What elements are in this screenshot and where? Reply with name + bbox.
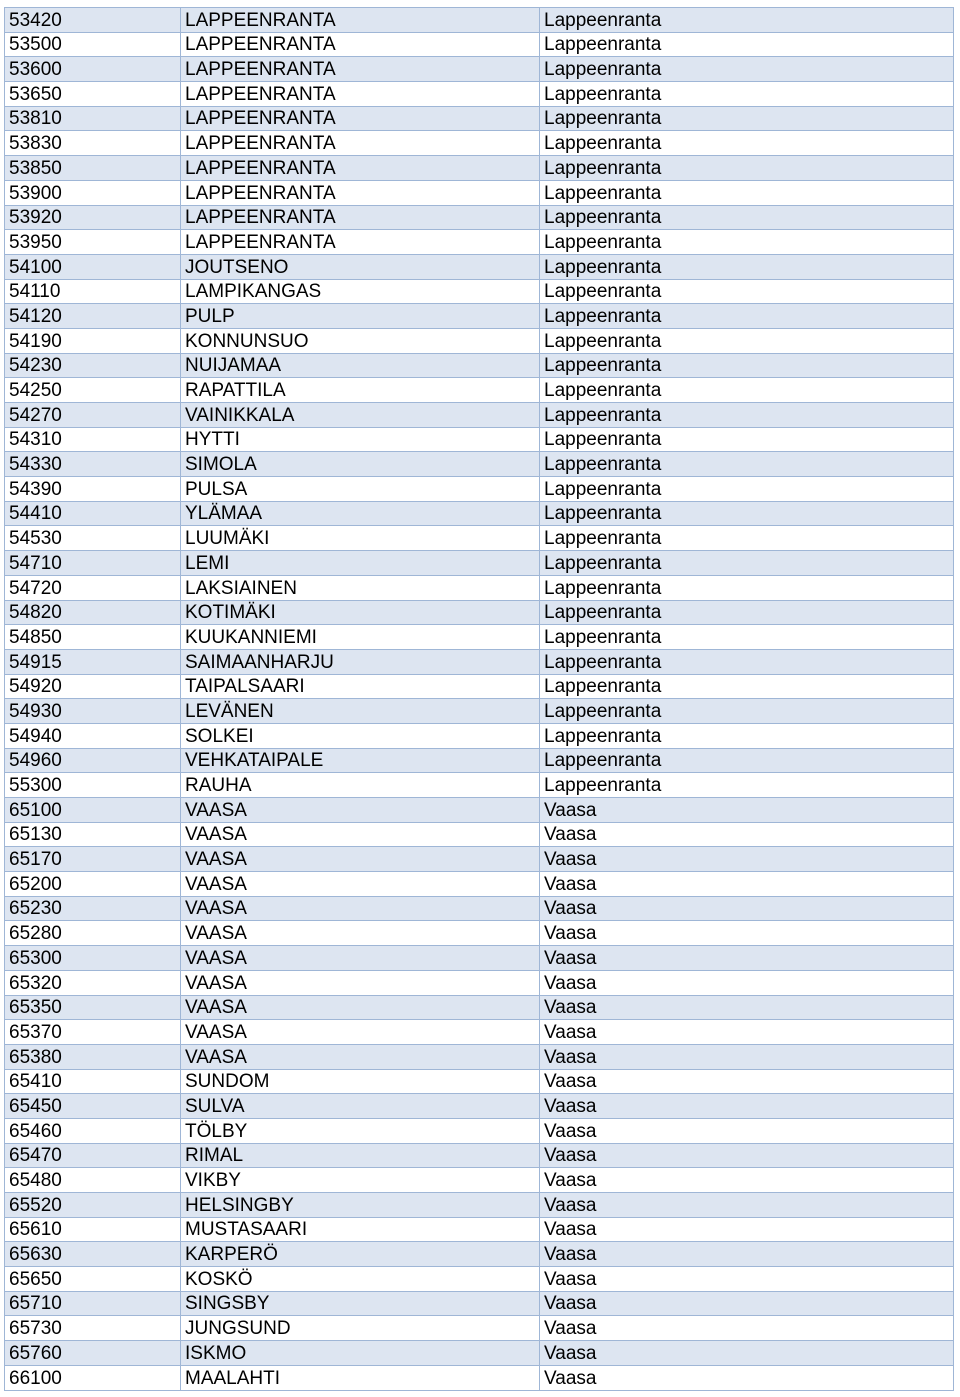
place-name-cell: LAKSIAINEN	[181, 575, 540, 600]
place-name-cell: TÖLBY	[181, 1118, 540, 1143]
table-row	[5, 723, 954, 748]
place-name-cell: LAPPEENRANTA	[181, 230, 540, 255]
postal-code-cell: 53420	[5, 8, 181, 33]
region-cell: Lappeenranta	[540, 8, 954, 33]
region-cell: Lappeenranta	[540, 57, 954, 82]
table-row	[5, 230, 954, 255]
place-name-cell: VAINIKKALA	[181, 403, 540, 428]
region-cell: Lappeenranta	[540, 32, 954, 57]
region-cell: Vaasa	[540, 1365, 954, 1390]
table-row	[5, 427, 954, 452]
table-row	[5, 304, 954, 329]
table-row	[5, 1341, 954, 1366]
region-cell: Vaasa	[540, 798, 954, 823]
postal-code-cell: 53830	[5, 131, 181, 156]
postal-code-cell: 54230	[5, 353, 181, 378]
place-name-cell: VAASA	[181, 872, 540, 897]
postal-code-cell: 65710	[5, 1291, 181, 1316]
region-cell: Lappeenranta	[540, 501, 954, 526]
region-cell: Lappeenranta	[540, 526, 954, 551]
postal-code-cell: 65520	[5, 1193, 181, 1218]
table-row	[5, 501, 954, 526]
place-name-cell: VAASA	[181, 946, 540, 971]
postal-code-cell: 65230	[5, 896, 181, 921]
postal-code-cell: 65410	[5, 1069, 181, 1094]
postal-code-cell: 65470	[5, 1143, 181, 1168]
postal-code-cell: 54920	[5, 674, 181, 699]
postal-code-cell: 54820	[5, 600, 181, 625]
place-name-cell: KARPERÖ	[181, 1242, 540, 1267]
place-name-cell: RIMAL	[181, 1143, 540, 1168]
region-cell: Lappeenranta	[540, 723, 954, 748]
place-name-cell: VAASA	[181, 847, 540, 872]
place-name-cell: KUUKANNIEMI	[181, 625, 540, 650]
postal-code-cell: 54720	[5, 575, 181, 600]
place-name-cell: LAPPEENRANTA	[181, 156, 540, 181]
region-cell: Lappeenranta	[540, 82, 954, 107]
place-name-cell: SUNDOM	[181, 1069, 540, 1094]
place-name-cell: KOTIMÄKI	[181, 600, 540, 625]
table-row	[5, 131, 954, 156]
table-row	[5, 649, 954, 674]
place-name-cell: VAASA	[181, 1020, 540, 1045]
place-name-cell: LAPPEENRANTA	[181, 205, 540, 230]
place-name-cell: LEVÄNEN	[181, 699, 540, 724]
region-cell: Vaasa	[540, 1094, 954, 1119]
place-name-cell: LAPPEENRANTA	[181, 57, 540, 82]
postal-code-cell: 65480	[5, 1168, 181, 1193]
postal-code-cell: 65370	[5, 1020, 181, 1045]
place-name-cell: VAASA	[181, 970, 540, 995]
postal-code-cell: 65130	[5, 822, 181, 847]
region-cell: Lappeenranta	[540, 477, 954, 502]
region-cell: Lappeenranta	[540, 156, 954, 181]
table-row	[5, 798, 954, 823]
table-row	[5, 32, 954, 57]
postal-code-cell: 54100	[5, 254, 181, 279]
region-cell: Lappeenranta	[540, 131, 954, 156]
table-row	[5, 575, 954, 600]
table-row	[5, 1020, 954, 1045]
region-cell: Vaasa	[540, 847, 954, 872]
region-cell: Vaasa	[540, 970, 954, 995]
postal-code-cell: 65300	[5, 946, 181, 971]
place-name-cell: LAPPEENRANTA	[181, 180, 540, 205]
region-cell: Lappeenranta	[540, 674, 954, 699]
place-name-cell: VAASA	[181, 1044, 540, 1069]
table-row	[5, 748, 954, 773]
table-row	[5, 1217, 954, 1242]
table-row	[5, 1118, 954, 1143]
place-name-cell: RAPATTILA	[181, 378, 540, 403]
table-row	[5, 625, 954, 650]
table-row	[5, 921, 954, 946]
postal-code-cell: 53950	[5, 230, 181, 255]
table-row	[5, 180, 954, 205]
postal-code-cell: 54110	[5, 279, 181, 304]
place-name-cell: VAASA	[181, 896, 540, 921]
table-row	[5, 896, 954, 921]
table-row	[5, 403, 954, 428]
postal-code-cell: 54930	[5, 699, 181, 724]
place-name-cell: LAPPEENRANTA	[181, 106, 540, 131]
place-name-cell: LEMI	[181, 551, 540, 576]
place-name-cell: VAASA	[181, 822, 540, 847]
region-cell: Vaasa	[540, 896, 954, 921]
table-row	[5, 674, 954, 699]
place-name-cell: SULVA	[181, 1094, 540, 1119]
table-row	[5, 254, 954, 279]
postal-code-cell: 54940	[5, 723, 181, 748]
table-row	[5, 1143, 954, 1168]
region-cell: Lappeenranta	[540, 427, 954, 452]
place-name-cell: SIMOLA	[181, 452, 540, 477]
table-row	[5, 1094, 954, 1119]
table-row	[5, 8, 954, 33]
table-row	[5, 279, 954, 304]
postal-code-cell: 54530	[5, 526, 181, 551]
postal-code-cell: 54915	[5, 649, 181, 674]
table-row	[5, 1365, 954, 1390]
place-name-cell: SAIMAANHARJU	[181, 649, 540, 674]
postal-code-table-body	[5, 8, 954, 1391]
region-cell: Vaasa	[540, 1341, 954, 1366]
region-cell: Lappeenranta	[540, 279, 954, 304]
place-name-cell: ISKMO	[181, 1341, 540, 1366]
postal-code-cell: 54710	[5, 551, 181, 576]
place-name-cell: SOLKEI	[181, 723, 540, 748]
place-name-cell: KOSKÖ	[181, 1267, 540, 1292]
table-row	[5, 106, 954, 131]
region-cell: Vaasa	[540, 995, 954, 1020]
postal-code-cell: 65460	[5, 1118, 181, 1143]
postal-code-table	[4, 7, 954, 1391]
postal-code-cell: 54390	[5, 477, 181, 502]
region-cell: Lappeenranta	[540, 575, 954, 600]
region-cell: Vaasa	[540, 1168, 954, 1193]
region-cell: Lappeenranta	[540, 649, 954, 674]
region-cell: Lappeenranta	[540, 230, 954, 255]
table-row	[5, 1267, 954, 1292]
postal-code-cell: 54960	[5, 748, 181, 773]
place-name-cell: HYTTI	[181, 427, 540, 452]
region-cell: Lappeenranta	[540, 378, 954, 403]
postal-code-cell: 54270	[5, 403, 181, 428]
postal-code-cell: 53500	[5, 32, 181, 57]
postal-code-cell: 65380	[5, 1044, 181, 1069]
postal-code-cell: 53810	[5, 106, 181, 131]
region-cell: Vaasa	[540, 946, 954, 971]
postal-code-cell: 54330	[5, 452, 181, 477]
table-row	[5, 1044, 954, 1069]
place-name-cell: JOUTSENO	[181, 254, 540, 279]
table-row	[5, 82, 954, 107]
region-cell: Vaasa	[540, 1193, 954, 1218]
region-cell: Lappeenranta	[540, 106, 954, 131]
table-row	[5, 452, 954, 477]
place-name-cell: TAIPALSAARI	[181, 674, 540, 699]
postal-code-cell: 65650	[5, 1267, 181, 1292]
region-cell: Vaasa	[540, 872, 954, 897]
place-name-cell: VEHKATAIPALE	[181, 748, 540, 773]
place-name-cell: PULP	[181, 304, 540, 329]
region-cell: Vaasa	[540, 1316, 954, 1341]
postal-code-cell: 65350	[5, 995, 181, 1020]
table-row	[5, 872, 954, 897]
table-row	[5, 847, 954, 872]
postal-code-cell: 54850	[5, 625, 181, 650]
table-row	[5, 353, 954, 378]
postal-code-cell: 65630	[5, 1242, 181, 1267]
place-name-cell: HELSINGBY	[181, 1193, 540, 1218]
postal-code-cell: 65610	[5, 1217, 181, 1242]
place-name-cell: NUIJAMAA	[181, 353, 540, 378]
postal-code-cell: 65280	[5, 921, 181, 946]
region-cell: Vaasa	[540, 1118, 954, 1143]
region-cell: Lappeenranta	[540, 600, 954, 625]
table-row	[5, 1316, 954, 1341]
table-row	[5, 822, 954, 847]
region-cell: Lappeenranta	[540, 328, 954, 353]
table-row	[5, 1069, 954, 1094]
table-row	[5, 970, 954, 995]
region-cell: Vaasa	[540, 1020, 954, 1045]
postal-code-cell: 53600	[5, 57, 181, 82]
postal-code-cell: 65450	[5, 1094, 181, 1119]
table-row	[5, 699, 954, 724]
place-name-cell: LAPPEENRANTA	[181, 82, 540, 107]
postal-code-cell: 66100	[5, 1365, 181, 1390]
postal-code-cell: 65760	[5, 1341, 181, 1366]
region-cell: Lappeenranta	[540, 452, 954, 477]
place-name-cell: VIKBY	[181, 1168, 540, 1193]
postal-code-cell: 53650	[5, 82, 181, 107]
place-name-cell: LAPPEENRANTA	[181, 8, 540, 33]
postal-code-cell: 54410	[5, 501, 181, 526]
table-row	[5, 1242, 954, 1267]
place-name-cell: LAPPEENRANTA	[181, 32, 540, 57]
region-cell: Lappeenranta	[540, 625, 954, 650]
postal-code-cell: 65100	[5, 798, 181, 823]
region-cell: Lappeenranta	[540, 551, 954, 576]
postal-code-cell: 54120	[5, 304, 181, 329]
postal-code-cell: 65200	[5, 872, 181, 897]
table-row	[5, 946, 954, 971]
region-cell: Vaasa	[540, 921, 954, 946]
table-row	[5, 205, 954, 230]
table-row	[5, 1291, 954, 1316]
region-cell: Vaasa	[540, 1267, 954, 1292]
postal-code-cell: 65320	[5, 970, 181, 995]
postal-code-cell: 53920	[5, 205, 181, 230]
place-name-cell: SINGSBY	[181, 1291, 540, 1316]
region-cell: Vaasa	[540, 1044, 954, 1069]
table-row	[5, 156, 954, 181]
region-cell: Vaasa	[540, 1069, 954, 1094]
place-name-cell: LAMPIKANGAS	[181, 279, 540, 304]
postal-code-cell: 54190	[5, 328, 181, 353]
place-name-cell: YLÄMAA	[181, 501, 540, 526]
table-row	[5, 995, 954, 1020]
table-row	[5, 1168, 954, 1193]
table-row	[5, 477, 954, 502]
place-name-cell: MUSTASAARI	[181, 1217, 540, 1242]
place-name-cell: LAPPEENRANTA	[181, 131, 540, 156]
region-cell: Lappeenranta	[540, 254, 954, 279]
table-row	[5, 551, 954, 576]
postal-code-cell: 65730	[5, 1316, 181, 1341]
table-row	[5, 773, 954, 798]
place-name-cell: MAALAHTI	[181, 1365, 540, 1390]
region-cell: Vaasa	[540, 1143, 954, 1168]
postal-code-cell: 54310	[5, 427, 181, 452]
region-cell: Vaasa	[540, 1217, 954, 1242]
postal-code-cell: 55300	[5, 773, 181, 798]
table-row	[5, 328, 954, 353]
region-cell: Lappeenranta	[540, 773, 954, 798]
table-row	[5, 378, 954, 403]
region-cell: Lappeenranta	[540, 699, 954, 724]
region-cell: Vaasa	[540, 1291, 954, 1316]
place-name-cell: VAASA	[181, 995, 540, 1020]
place-name-cell: VAASA	[181, 921, 540, 946]
place-name-cell: JUNGSUND	[181, 1316, 540, 1341]
region-cell: Lappeenranta	[540, 304, 954, 329]
table-row	[5, 57, 954, 82]
region-cell: Vaasa	[540, 1242, 954, 1267]
postal-code-cell: 53850	[5, 156, 181, 181]
postal-code-cell: 65170	[5, 847, 181, 872]
region-cell: Lappeenranta	[540, 403, 954, 428]
table-row	[5, 1193, 954, 1218]
region-cell: Vaasa	[540, 822, 954, 847]
place-name-cell: PULSA	[181, 477, 540, 502]
region-cell: Lappeenranta	[540, 353, 954, 378]
place-name-cell: RAUHA	[181, 773, 540, 798]
table-row	[5, 526, 954, 551]
region-cell: Lappeenranta	[540, 205, 954, 230]
table-row	[5, 600, 954, 625]
place-name-cell: KONNUNSUO	[181, 328, 540, 353]
region-cell: Lappeenranta	[540, 180, 954, 205]
region-cell: Lappeenranta	[540, 748, 954, 773]
postal-code-cell: 54250	[5, 378, 181, 403]
place-name-cell: LUUMÄKI	[181, 526, 540, 551]
postal-code-cell: 53900	[5, 180, 181, 205]
place-name-cell: VAASA	[181, 798, 540, 823]
